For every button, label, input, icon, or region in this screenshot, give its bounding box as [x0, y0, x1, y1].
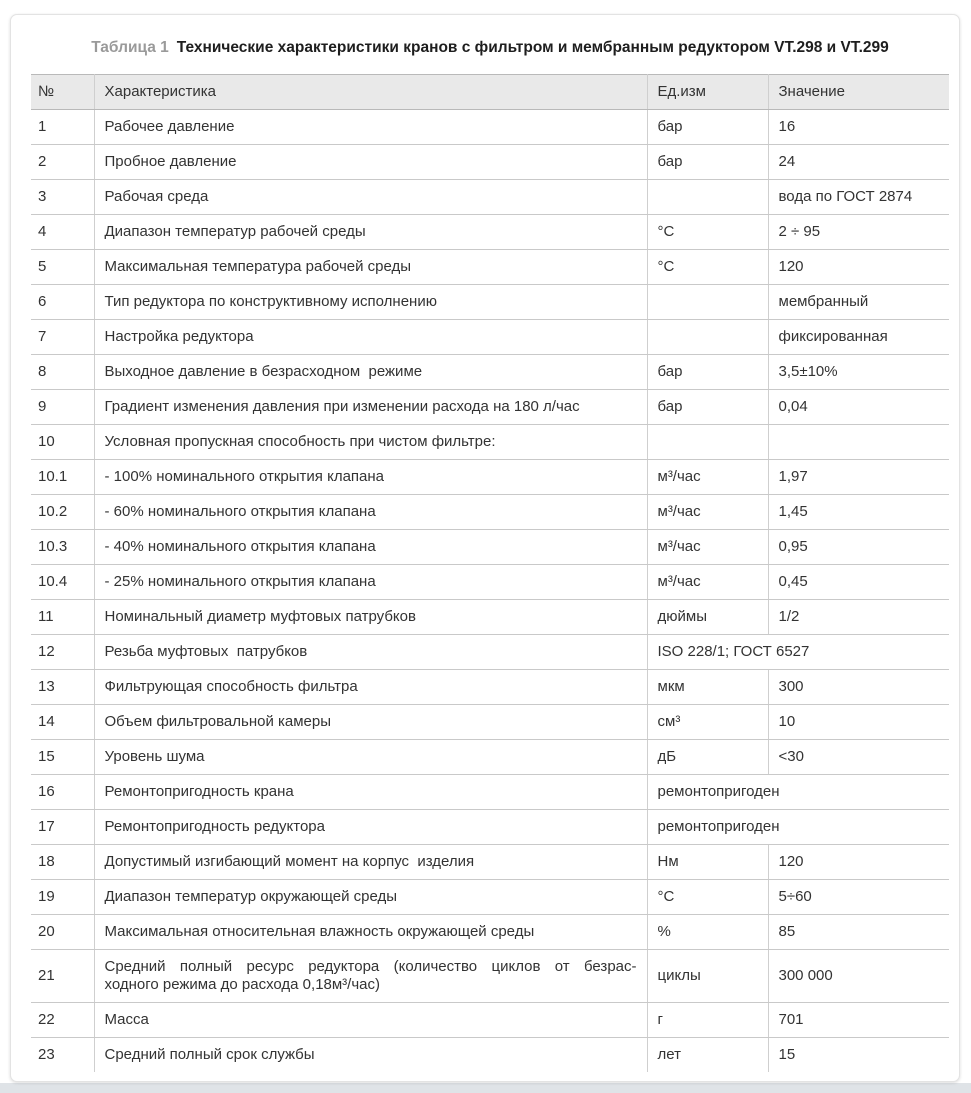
row-number-cell: 13 — [31, 670, 94, 705]
header-cell-num: № — [31, 75, 94, 110]
row-unit-cell — [647, 320, 768, 355]
row-unit-cell: см³ — [647, 705, 768, 740]
row-value-cell: фиксированная — [768, 320, 949, 355]
row-characteristic-cell: Пробное давление — [94, 145, 647, 180]
table-row — [31, 845, 949, 880]
row-value-cell: 2 ÷ 95 — [768, 215, 949, 250]
row-unit-cell: мкм — [647, 670, 768, 705]
table-row — [31, 1038, 949, 1073]
table-row — [31, 600, 949, 635]
table-row — [31, 740, 949, 775]
table-caption-label: Таблица 1 — [91, 39, 169, 56]
row-characteristic-cell: Рабочая среда — [94, 180, 647, 215]
row-value-cell: 1,97 — [768, 460, 949, 495]
row-number-cell: 12 — [31, 635, 94, 670]
spec-table — [31, 74, 949, 1072]
row-value-cell: вода по ГОСТ 2874 — [768, 180, 949, 215]
row-characteristic-cell: Максимальная температура рабочей среды — [94, 250, 647, 285]
row-unit-cell: бар — [647, 110, 768, 145]
row-unit-cell: дБ — [647, 740, 768, 775]
table-row — [31, 915, 949, 950]
row-number-cell: 9 — [31, 390, 94, 425]
table-row — [31, 670, 949, 705]
row-number-cell: 3 — [31, 180, 94, 215]
row-characteristic-cell: Диапазон температур рабочей среды — [94, 215, 647, 250]
row-characteristic-cell — [94, 950, 647, 1003]
spec-sheet-card — [10, 14, 960, 1082]
row-number-cell: 11 — [31, 600, 94, 635]
row-unit-cell — [647, 425, 768, 460]
row-unit-cell: бар — [647, 390, 768, 425]
row-unit-cell: м³/час — [647, 530, 768, 565]
row-value-cell: 120 — [768, 250, 949, 285]
row-unit-cell: м³/час — [647, 495, 768, 530]
row-unit-value-merged-cell: ремонтопригоден — [647, 775, 949, 810]
table-row — [31, 355, 949, 390]
row-number-cell: 16 — [31, 775, 94, 810]
row-characteristic-cell: Настройка редуктора — [94, 320, 647, 355]
row-characteristic-cell: - 100% номинального открытия клапана — [94, 460, 647, 495]
row-number-cell: 23 — [31, 1038, 94, 1073]
table-row — [31, 530, 949, 565]
table-row — [31, 775, 949, 810]
row-number-cell: 14 — [31, 705, 94, 740]
table-row — [31, 1003, 949, 1038]
row-number-cell: 19 — [31, 880, 94, 915]
row-value-cell: 24 — [768, 145, 949, 180]
row-number-cell: 7 — [31, 320, 94, 355]
table-row — [31, 565, 949, 600]
row-characteristic-cell: Рабочее давление — [94, 110, 647, 145]
row-unit-cell: °С — [647, 250, 768, 285]
row-unit-cell: лет — [647, 1038, 768, 1073]
row-number-cell: 17 — [31, 810, 94, 845]
row-unit-cell: бар — [647, 145, 768, 180]
row-characteristic-cell: Средний полный срок службы — [94, 1038, 647, 1073]
row-number-cell: 1 — [31, 110, 94, 145]
row-characteristic-cell: Уровень шума — [94, 740, 647, 775]
row-value-cell: 701 — [768, 1003, 949, 1038]
table-row — [31, 950, 949, 1003]
row-number-cell: 15 — [31, 740, 94, 775]
row-unit-cell — [647, 285, 768, 320]
header-cell-value: Значение — [768, 75, 949, 110]
row-characteristic-cell: Тип редуктора по конструктивному исполнению — [94, 285, 647, 320]
row-unit-cell — [647, 180, 768, 215]
row-unit-cell: м³/час — [647, 565, 768, 600]
row-number-cell: 10.1 — [31, 460, 94, 495]
row-unit-cell: Нм — [647, 845, 768, 880]
table-row — [31, 320, 949, 355]
table-row — [31, 705, 949, 740]
header-cell-name: Характеристика — [94, 75, 647, 110]
row-characteristic-cell: Ремонтопригодность редуктора — [94, 810, 647, 845]
row-value-cell: 85 — [768, 915, 949, 950]
table-row — [31, 250, 949, 285]
row-value-cell: 300 000 — [768, 950, 949, 1003]
row-value-cell: 0,95 — [768, 530, 949, 565]
row-value-cell: 120 — [768, 845, 949, 880]
row-unit-cell: бар — [647, 355, 768, 390]
row-characteristic-cell: Выходное давление в безрасходном режиме — [94, 355, 647, 390]
row-characteristic-cell: Объем фильтровальной камеры — [94, 705, 647, 740]
row-characteristic-cell: Резьба муфтовых патрубков — [94, 635, 647, 670]
table-row — [31, 145, 949, 180]
row-number-cell: 18 — [31, 845, 94, 880]
table-row — [31, 425, 949, 460]
characteristic-line: ходного режима до расхода 0,18м³/час) — [104, 976, 381, 993]
table-caption-title: Технические характеристики кранов с фильтром и мембранным редуктором VT.298 и VT.299 — [176, 39, 889, 56]
row-characteristic-cell: - 25% номинального открытия клапана — [94, 565, 647, 600]
row-value-cell: 10 — [768, 705, 949, 740]
row-unit-cell: °С — [647, 215, 768, 250]
row-value-cell: 0,04 — [768, 390, 949, 425]
row-value-cell: 0,45 — [768, 565, 949, 600]
row-characteristic-cell: Условная пропускная способность при чистом фильтре: — [94, 425, 647, 460]
row-number-cell: 20 — [31, 915, 94, 950]
row-number-cell: 10.2 — [31, 495, 94, 530]
row-characteristic-cell: Градиент изменения давления при изменении расхода на 180 л/час — [94, 390, 647, 425]
row-characteristic-cell: Масса — [94, 1003, 647, 1038]
characteristic-line: Средний полный ресурс редуктора (количество циклов от безрас- — [104, 958, 637, 975]
row-value-cell: 16 — [768, 110, 949, 145]
row-value-cell: <30 — [768, 740, 949, 775]
row-value-cell: 1,45 — [768, 495, 949, 530]
row-characteristic-cell: - 40% номинального открытия клапана — [94, 530, 647, 565]
row-number-cell: 6 — [31, 285, 94, 320]
row-number-cell: 8 — [31, 355, 94, 390]
row-unit-cell: дюймы — [647, 600, 768, 635]
row-unit-value-merged-cell: ISO 228/1; ГОСТ 6527 — [647, 635, 949, 670]
row-number-cell: 2 — [31, 145, 94, 180]
table-row — [31, 635, 949, 670]
row-number-cell: 21 — [31, 950, 94, 1003]
table-row — [31, 880, 949, 915]
row-unit-cell: % — [647, 915, 768, 950]
row-number-cell: 10.4 — [31, 565, 94, 600]
row-number-cell: 10.3 — [31, 530, 94, 565]
row-unit-cell: г — [647, 1003, 768, 1038]
row-unit-cell: циклы — [647, 950, 768, 1003]
row-characteristic-cell: Ремонтопригодность крана — [94, 775, 647, 810]
table-row — [31, 215, 949, 250]
table-row — [31, 810, 949, 845]
row-characteristic-cell: Допустимый изгибающий момент на корпус изделия — [94, 845, 647, 880]
row-value-cell: мембранный — [768, 285, 949, 320]
table-row — [31, 460, 949, 495]
row-value-cell: 5÷60 — [768, 880, 949, 915]
table-row — [31, 110, 949, 145]
row-unit-cell: м³/час — [647, 460, 768, 495]
header-cell-unit: Ед.изм — [647, 75, 768, 110]
table-header-row — [31, 75, 949, 110]
row-value-cell — [768, 425, 949, 460]
row-number-cell: 10 — [31, 425, 94, 460]
row-number-cell: 4 — [31, 215, 94, 250]
row-characteristic-cell: Максимальная относительная влажность окружающей среды — [94, 915, 647, 950]
table-caption — [31, 38, 949, 57]
row-value-cell: 1/2 — [768, 600, 949, 635]
table-row — [31, 495, 949, 530]
row-value-cell: 3,5±10% — [768, 355, 949, 390]
row-number-cell: 5 — [31, 250, 94, 285]
row-characteristic-cell: Фильтрующая способность фильтра — [94, 670, 647, 705]
table-row — [31, 285, 949, 320]
row-characteristic-cell: - 60% номинального открытия клапана — [94, 495, 647, 530]
row-unit-cell: °С — [647, 880, 768, 915]
row-number-cell: 22 — [31, 1003, 94, 1038]
row-unit-value-merged-cell: ремонтопригоден — [647, 810, 949, 845]
row-characteristic-cell: Диапазон температур окружающей среды — [94, 880, 647, 915]
row-value-cell: 300 — [768, 670, 949, 705]
page-background-strip — [0, 1083, 971, 1093]
row-value-cell: 15 — [778, 1046, 796, 1063]
table-row — [31, 390, 949, 425]
row-characteristic-cell: Номинальный диаметр муфтовых патрубков — [94, 600, 647, 635]
table-row — [31, 180, 949, 215]
